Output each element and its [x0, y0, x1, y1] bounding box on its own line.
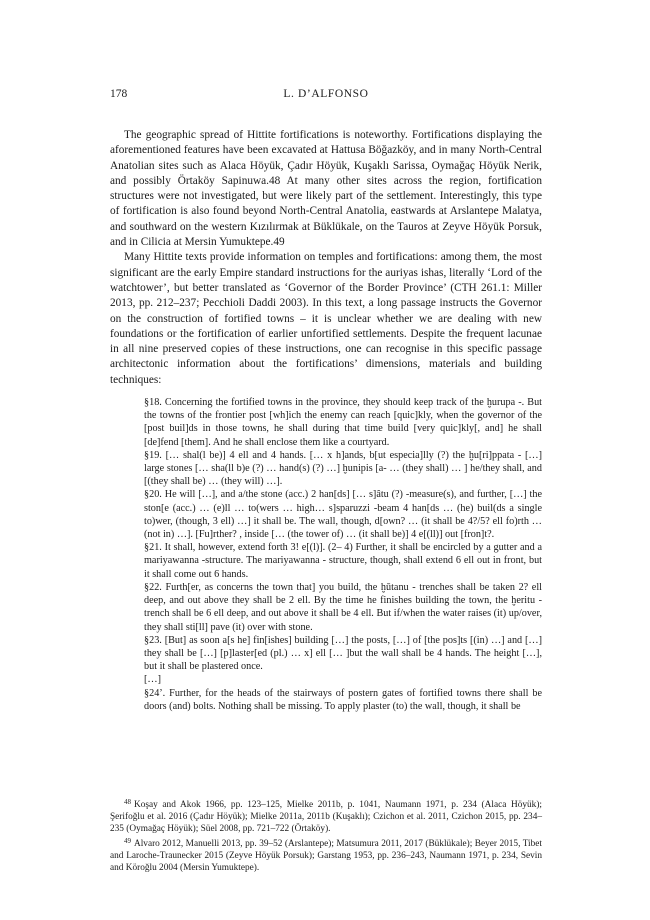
quote-section: §24’. Further, for the heads of the stairways of postern gates of fortified towns there shall be doors (and) bolts. Nothing shall be missing. To apply plaster (to) the wall, though, it shall be [144, 687, 542, 712]
quote-section: […] [144, 674, 161, 686]
quote-section: §21. It shall, however, extend forth 3! e[(l)]. (2– 4) Further, it shall be encircled by a gutter and a mariyawanna -structure. The mariyawanna - structure, though, shall extend 6 ell out in front, but it shall come out 6 hands. [144, 542, 542, 580]
footnote [110, 796, 542, 835]
quote-section: §18. Concerning the fortified towns in the province, they should keep track of the ḫurupa -. But the towns of the frontier post [wh]ich the enemy can reach [quic]kly, when the governor of the [post buil]ds in those towns, he shall during that time build [very quic]kly[, and] he shall [de]fend [them]. And he shall enclose them like a courtyard. [144, 397, 542, 448]
quote-section: §22. Furth[er, as concerns the town that] you build, the ḫūtanu - trenches shall be taken 2? ell deep, and out above they shall be 2 ell. By the time he finishes building the town, the ḫeritu -trench shall be 6 ell deep, and out above it shall be 4 ell. But if/when the water raises (it) up/over, they shall sti[ll] pave (it) over with stone. [144, 581, 542, 633]
page-header [110, 88, 542, 104]
footnote-mark: 49 [124, 837, 131, 846]
block-quote [144, 396, 542, 713]
page-number: 178 [110, 88, 128, 100]
running-head: L. D’ALFONSO [283, 88, 369, 100]
footnotes [110, 796, 542, 875]
main-text [110, 128, 542, 713]
footnote-mark: 48 [124, 798, 131, 806]
footnote-text: Alvaro 2012, Manuelli 2013, pp. 39–52 (Arslantepe); Matsumura 2011, 2017 (Büklükale); Beyer 2015, Tibet and Laroche-Traunecker 2015 (Zeyve Höyük Porsuk); Garstang 1953, pp. 236–243, Naumann 1971, p. 234, Sevin and Köroğlu 2004 (Mersin Yumuktepe). [110, 839, 542, 874]
paragraph: Many Hittite texts provide information on temples and fortifications: among them, the most significant are the early Empire standard instructions for the auriyas ishas, literally ‘Lord of the watchtower’, but better translated as ‘Governor of the Border Province’ (CTH 261.1: Miller 2013, pp. 212–237; Pecchioli Daddi 2003). In this text, a long passage instructs the Governor on the construction of fortified towns – it is unclear whether we are dealing with new foundations or the fortification of earlier unfortified settlements. Despite the frequent lacunae in all nine preserved copies of these instructions, one can recognise in this specific passage architectonic information about the fortifications’ dimensions, materials and building techniques: [110, 251, 542, 386]
quote-section: §23. [But] as soon a[s he] fin[ishes] building […] the posts, […] of [the pos]ts [(in) …] and […] they shall be […] [p]laster[ed (pl.) … x] ell [… ]but the wall shall be 4 hands. The height […], but it shall be plastered once. [144, 634, 542, 673]
footnote [110, 835, 542, 874]
paragraph: The geographic spread of Hittite fortifications is noteworthy. Fortifications displaying the aforementioned features have been excavated at Hattusa Böğazköy, and in many North-Central Anatolian sites such as Alaca Höyük, Çadır Höyük, Kuşaklı Sarissa, Oymağaç Höyük Nerik, and possibly Örtaköy Sapinuwa.48 At many other sites across the region, fortification structures were not investigated, but were likely part of the settlement. Interestingly, this type of fortification is also found beyond North-Central Anatolia, eastwards at Arslantepe Malatya, and southward on the western Kızılırmak at Büklükale, on the Tauros at Zeyve Höyük Porsuk, and in Cilicia at Mersin Yumuktepe.49 [110, 129, 542, 249]
quote-section: §20. He will […], and a/the stone (acc.) 2 han[ds] [… s]âtu (?) -measure(s), and further, […] the ston[e (acc.) … (e)ll … to(wers … high… s]sparuzzi -beam 4 han[ds … (he) buil(ds a single to)wer, (though, 3 ell) …] it shall be. The wall, though, d[own? … (it shall be 4?/5? ell fo)rth … (not in) …]. [Fu]rther? , inside [… (the tower of) … (it shall be)] 4 e[(ll)] out [fron]t?. [144, 489, 542, 541]
quote-section: §19. [… shal(l be)] 4 ell and 4 hands. [… x h]ands, b[ut especia]lly (?) the ḫu[ri]ppata - […] large stones [… sha(ll b)e (?) … hand(s) (?) …] ḫunipis [a- … (they shall) … ] he/they shall, and [(they shall be) … (they will) …]. [144, 449, 542, 488]
footnote-text: Koşay and Akok 1966, pp. 123–125, Mielke 2011b, p. 1041, Naumann 1971, p. 234 (Alaca Höyük); Şerifoğlu et al. 2016 (Çadır Höyük); Mielke 2011a, 2011b (Kuşaklı); Czichon et al. 2011, Czichon 2015, pp. 234–235 (Oymağaç Höyük); Süel 2008, pp. 721–722 (Örtaköy). [110, 800, 542, 835]
